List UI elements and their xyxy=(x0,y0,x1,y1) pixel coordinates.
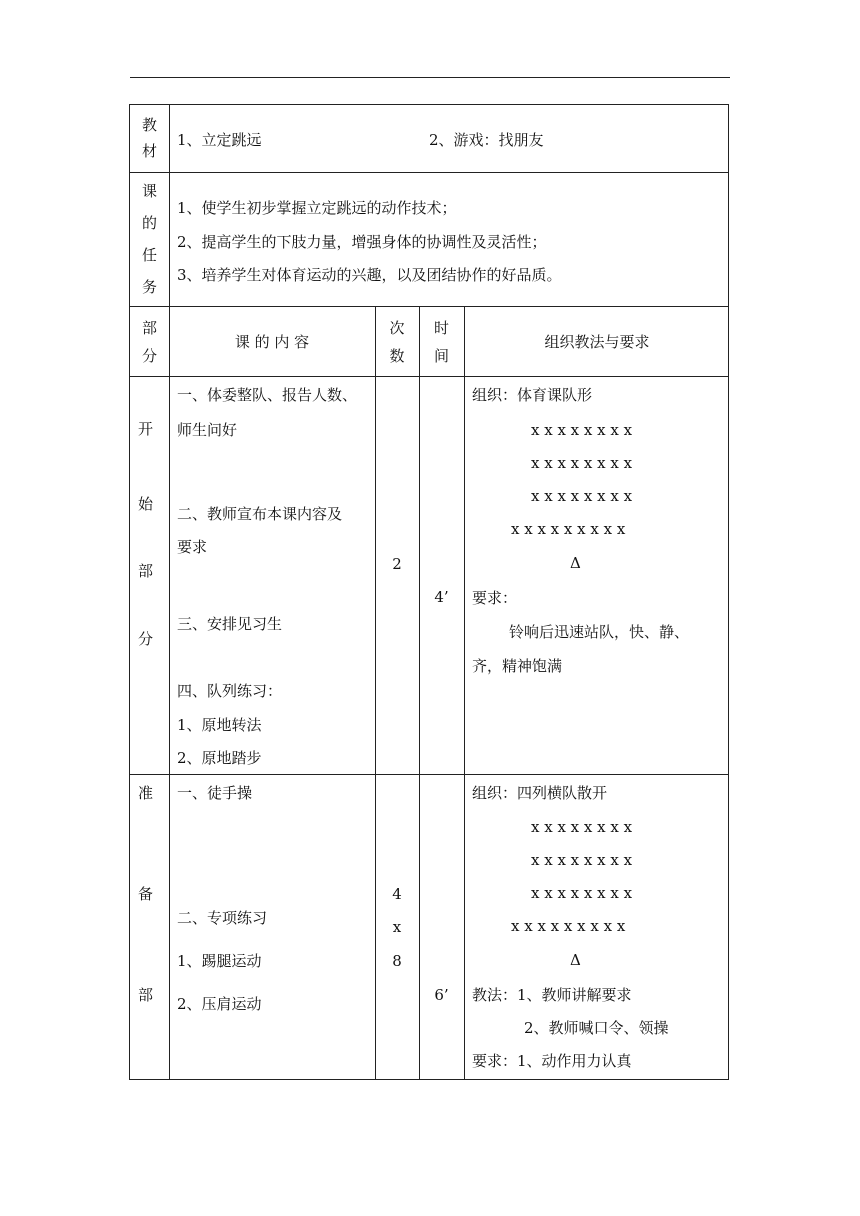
header-time: 时 间 xyxy=(433,319,449,365)
prep-formation-row-1: x x x x x x x x xyxy=(531,818,633,836)
task-3: 3、培养学生对体育运动的兴趣，以及团结协作的好品质。 xyxy=(177,266,562,284)
start-formation-row-3: x x x x x x x x xyxy=(531,487,633,505)
prep-teacher-mark: Δ xyxy=(570,951,581,969)
header-method: 组织教法与要求 xyxy=(544,333,650,351)
task-1: 1、使学生初步掌握立定跳远的动作技术； xyxy=(177,199,457,217)
row-teaching-material xyxy=(129,104,729,173)
start-formation-row-2: x x x x x x x x xyxy=(531,454,633,472)
prep-content-1: 一、徒手操 xyxy=(177,784,253,802)
prep-count-3: 8 xyxy=(392,952,402,970)
lesson-plan-table xyxy=(129,104,729,1080)
row-start-section xyxy=(129,377,729,775)
task-2: 2、提高学生的下肢力量，增强身体的协调性及灵活性； xyxy=(177,233,547,251)
prep-teach-2: 2、教师喊口令、领操 xyxy=(524,1019,669,1037)
row-table-header xyxy=(129,307,729,377)
prep-org: 组织：四列横队散开 xyxy=(472,784,608,802)
prep-formation-row-3: x x x x x x x x xyxy=(531,884,633,902)
prep-time: 6’ xyxy=(434,986,449,1004)
prep-label-3: 部 xyxy=(138,986,154,1004)
prep-formation-row-4: x x x x x x x x x xyxy=(511,917,626,935)
start-teacher-mark: Δ xyxy=(570,554,581,572)
start-label-4: 分 xyxy=(138,630,154,648)
prep-count-2: x xyxy=(392,918,402,936)
prep-label-2: 备 xyxy=(138,885,154,903)
start-content-2b: 要求 xyxy=(177,538,208,556)
row-prep-section xyxy=(129,775,729,1080)
prep-content-3: 1、踢腿运动 xyxy=(177,952,262,970)
header-count: 次 数 xyxy=(389,319,405,365)
prep-req-1: 要求：1、动作用力认真 xyxy=(472,1052,632,1070)
start-count: 2 xyxy=(392,555,402,573)
start-label-3: 部 xyxy=(138,562,154,580)
start-content-1a: 一、体委整队、报告人数、 xyxy=(177,386,358,404)
start-content-2a: 二、教师宣布本课内容及 xyxy=(177,505,343,523)
header-part: 部 分 xyxy=(141,319,157,365)
start-req-line-2: 齐，精神饱满 xyxy=(472,657,563,675)
header-rule xyxy=(130,77,730,78)
prep-content-4: 2、压肩运动 xyxy=(177,995,262,1013)
start-content-6: 2、原地踏步 xyxy=(177,749,262,767)
start-label-2: 始 xyxy=(138,495,154,513)
start-formation-row-1: x x x x x x x x xyxy=(531,421,633,439)
start-content-5: 1、原地转法 xyxy=(177,716,262,734)
row-lesson-tasks xyxy=(129,173,729,307)
prep-content-2: 二、专项练习 xyxy=(177,909,268,927)
label-lesson-tasks: 课 的 任 务 xyxy=(141,182,157,296)
label-teaching-material: 教 材 xyxy=(141,116,157,160)
start-org: 组织：体育课队形 xyxy=(472,386,593,404)
prep-teach-1: 教法：1、教师讲解要求 xyxy=(472,986,632,1004)
prep-count-1: 4 xyxy=(392,885,402,903)
start-time: 4’ xyxy=(434,588,449,606)
start-label-1: 开 xyxy=(138,420,154,438)
prep-formation-row-2: x x x x x x x x xyxy=(531,851,633,869)
start-req-line-1: 铃响后迅速站队，快、静、 xyxy=(509,623,690,641)
start-req-title: 要求： xyxy=(472,589,518,607)
start-content-4: 四、队列练习： xyxy=(177,682,283,700)
material-item-2: 2、游戏：找朋友 xyxy=(429,131,544,149)
start-formation-row-4: x x x x x x x x x xyxy=(511,520,626,538)
start-content-1b: 师生问好 xyxy=(177,421,238,439)
prep-label-1: 准 xyxy=(138,784,154,802)
material-item-1: 1、立定跳远 xyxy=(177,131,262,149)
header-content: 课 的 内 容 xyxy=(234,333,310,351)
start-content-3: 三、安排见习生 xyxy=(177,615,283,633)
